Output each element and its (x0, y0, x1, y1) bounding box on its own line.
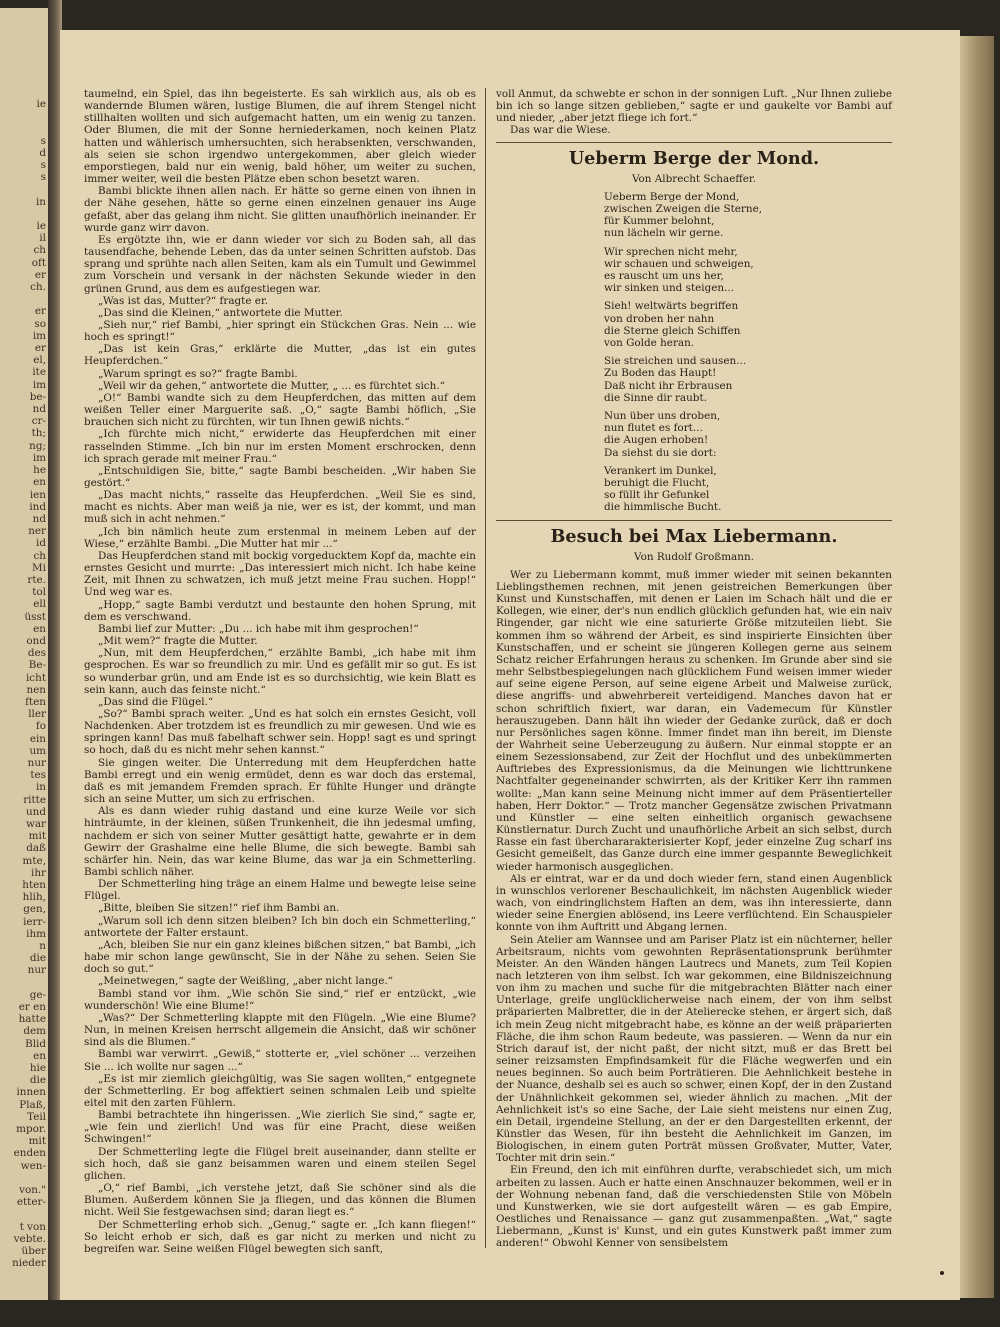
left-text-column (84, 88, 476, 1255)
article-body (496, 569, 892, 1250)
fragment-line: t von (19, 1220, 46, 1233)
poem-line: Daß nicht ihr Erbrausen (604, 379, 733, 392)
poem-line: zwischen Zweigen die Sterne, (604, 202, 763, 215)
paragraph: Der Schmetterling legte die Flügel breit auseinander, dann stellte er sich hoch, daß sie ganz beisammen waren und einem steilen Segel glichen. (84, 1145, 476, 1182)
fragment-line: über (21, 1245, 46, 1258)
poem-line: so füllt ihr Gefunkel (604, 489, 710, 502)
fragment-line: er (34, 268, 46, 281)
paragraph: Der Schmetterling erhob sich. „Genug,“ sagte er. „Ich kann fliegen!“ So leicht erhob er sich, daß es gar nicht zu merken und nicht zu begreifen war. Seine weißen Flügel bewegten sich sanft, (84, 1218, 476, 1255)
fragment-line: ierr- (23, 915, 46, 928)
fragment-line: daß (26, 842, 46, 855)
poem-line: Nun über uns droben, (604, 410, 721, 423)
fragment-line: nur (27, 756, 46, 769)
section-divider (496, 520, 892, 521)
poem-stanza (604, 355, 892, 404)
fragment-line: vebte. (13, 1232, 46, 1245)
fragment-line: mpor. (16, 1123, 46, 1136)
fragment-line: Mi (32, 561, 46, 574)
paragraph: Bambi war verwirrt. „Gewiß,“ stotterte er, „viel schöner ... verzeihen Sie ... ich wollte nur sagen ...“ (84, 1048, 476, 1073)
fragment-line: nd (32, 403, 46, 416)
paragraph: Wer zu Liebermann kommt, muß immer wieder mit seinen bekannten Lieblingsthemen rechnen, mit jenen geistreichen Bemerkungen über Kunst und Kunstschaffen, mit denen er Laien im Schach hält und die er Kollegen, wie einer, der's nun endlich glücklich gefunden hat, wie ein naiv Ringender, gar nicht wie eine saturierte Größe mitzuteilen liebt. Sie kommen ihm so während der Arbeit, es sind inspirierte Einsichten über Kunstschaffen, und er scheint sie jüngeren Kollegen gerne aus seinem Schatz reicher Erfahrungen heraus zu schenken. Im Grunde aber sind sie mehr Selbstbespiegelungen nach glücklichem Fund weisen immer wieder auf seine eigene Person, auf seine eigene Arbeit und Malweise zurück, diese angriffs- und abwehrbereit verteidigend. Manches davon hat er schon schriftlich fixiert, war daran, ein Vademecum für Künstler herauszugeben. Dann hält ihn wieder der Gedanke zurück, daß er doch nur Persönliches sagen könne. Immer findet man ihn bereit, im Dienste der Wahrheit seine Ueberzeugung zu äußern. Nur einmal stoppte er an einem Sezessionsabend, zur Zeit der Hochflut und des unbekümmerten Auftriebes des Expressionismus, da die Meinungen wie lichttrunkene Nachtfalter gegeneinander schwirrten, als der Kritiker Kerr ihn rammen wollte: „Man kann seine Meinung nicht immer auf dem Präsentierteller haben, Herr Doktor.“ — Trotz mancher Gegensätze zwischen Privatmann und Künstler — eine selten einheitlich organisch gewachsene Künstlernatur. Durch Zucht und unaufhörliche Arbeit an sich selbst, durch Rasse ein fast überchararakterisierter Kopf, jeder einzelne Zug scharf ins Gesicht gemeißelt, das Ganze durch eine immer gespannte Beweglichkeit wieder harmonisch ausgeglichen. (496, 568, 892, 873)
fragment-line (0, 122, 46, 134)
fragment-line: Teil (27, 1110, 46, 1123)
fragment-line (0, 208, 46, 220)
paragraph: Es ergötzte ihn, wie er dann wieder vor sich zu Boden sah, all das tausendfache, behende Leben, das da unter seinen Schritten aufstob. Das sprang und sprühte nach allen Seiten, kam als ein Tumult und Gewimmel zum Vorschein und versank in der nächsten Sekunde wieder in den grünen Grund, aus dem es aufgestiegen war. (84, 233, 476, 295)
right-text-column (496, 88, 892, 1250)
paragraph: „Meinetwegen,“ sagte der Weißling, „aber nicht lange.“ (98, 975, 393, 988)
poem-stanza (604, 191, 892, 240)
paragraph: Sie gingen weiter. Die Unterredung mit dem Heupferdchen hatte Bambi erregt und ein wenig ermüdet, denn es war doch das erstemal, daß es mit jemandem Fremden sprach. Er fühlte Hunger und drängte sich an seine Mutter, um sich zu erfrischen. (84, 756, 476, 806)
fragment-line: im (32, 378, 46, 391)
fragment-line: ien (29, 488, 46, 501)
fragment-line: mit (28, 1135, 46, 1148)
fragment-line: fo (35, 720, 46, 733)
poem-line: die Sterne gleich Schiffen (604, 324, 741, 337)
fragment-line: en (33, 1049, 46, 1062)
fragment-line: icht (25, 671, 46, 684)
fragment-line: en (33, 622, 46, 635)
poem-line: für Kummer belohnt, (604, 215, 715, 228)
poem-line: Sieh! weltwärts begriffen (604, 300, 739, 313)
fragment-line: ind (29, 500, 46, 513)
fragment-line: el, (33, 354, 46, 367)
page-stack-edge (960, 36, 994, 1298)
poem-line: die himmlische Bucht. (604, 501, 722, 514)
fragment-line: dem (23, 1025, 46, 1038)
fragment-line: nieder (12, 1257, 46, 1270)
poem-line: Wir sprechen nicht mehr, (604, 245, 738, 258)
poem-line: wir schauen und schweigen, (604, 257, 754, 270)
fragment-line: ein (29, 732, 46, 745)
paragraph: „Sieh nur,“ rief Bambi, „hier springt ein Stückchen Gras. Nein ... wie hoch es springt!“ (84, 318, 476, 344)
fragment-line: die (29, 1074, 46, 1087)
poem-line: wir sinken und steigen... (604, 282, 734, 295)
paragraph: „Hopp,“ sagte Bambi verdutzt und bestaunte den hohen Sprung, mit dem es verschwand. (84, 598, 476, 623)
fragment-line: n (39, 940, 46, 953)
fragment-line: mte, (22, 854, 46, 867)
story-continuation (496, 88, 892, 137)
poem-line: die Augen erhoben! (604, 434, 709, 447)
fragment-line: hie (29, 1062, 46, 1075)
paragraph: „Das ist kein Gras,“ erklärte die Mutter, „das ist ein gutes Heupferdchen.“ (84, 343, 476, 368)
paragraph: „So?“ Bambi sprach weiter. „Und es hat solch ein ernstes Gesicht, voll Nachdenken. Aber trotzdem ist es freundlich zu mir gewesen. Und wie es springen kann! Das muß fabelhaft schwer sein. Hopp! sagt es und springt so hoch, daß du es nicht mehr sehen kannst.“ (84, 707, 476, 757)
fragment-line: th; (31, 427, 46, 440)
poem-byline: Von Albrecht Schaeffer. (631, 172, 757, 185)
fragment-line: die (29, 952, 46, 965)
paragraph: „Was?“ Der Schmetterling klappte mit den Flügeln. „Wie eine Blume? Nun, in meinen Kreisen herrscht allgemein die Ansicht, daß wir schöner sind als die Blumen.“ (84, 1011, 476, 1049)
fragment-line: in (35, 781, 46, 794)
fragment-line: hatte (18, 1013, 46, 1026)
fragment-line: im (32, 329, 46, 342)
fragment-line: nen (26, 683, 46, 696)
fragment-line: Plaß, (19, 1098, 46, 1111)
poem-line: es rauscht um uns her, (604, 270, 724, 282)
fragment-line: üsst (24, 610, 46, 623)
fragment-line: ritte (23, 793, 46, 806)
paragraph: taumelnd, ein Spiel, das ihn begeisterte. Es sah wirklich aus, als ob es wandernde Blumen wären, lustige Blumen, die auf ihrem Stengel nicht stillhalten wollten und sich aufgemacht hatten, um ein wenig zu tanzen. Oder Blumen, die mit der Sonne herniederkamen, noch keinen Platz hatten und wählerisch umhersuchten, sich herabsenkten, verschwanden, als seien sie schon irgendwo untergekommen, aber gleich wieder emporstiegen, bald nur ein wenig, bald höher, um weiter zu suchen, immer weiter, weil die besten Plätze eben schon besetzt waren. (84, 88, 476, 186)
poem-line: Sie streichen und sausen... (604, 355, 747, 368)
fragment-line (0, 110, 46, 122)
paragraph: „Bitte, bleiben Sie sitzen!“ rief ihm Bambi an. (98, 902, 340, 915)
paragraph: „O,“ rief Bambi, „ich verstehe jetzt, daß Sie schöner sind als die Blumen. Außerdem können Sie ja fliegen, und das können die Blumen nicht. Weil Sie festgewachsen sind; daran liegt es.“ (84, 1182, 476, 1219)
fragment-line: innen (16, 1086, 46, 1099)
fragment-line: des (27, 647, 46, 660)
fragment-line: mit (28, 830, 46, 843)
poem-body (604, 191, 892, 514)
paragraph: „Warum soll ich denn sitzen bleiben? Ich bin doch ein Schmetterling,“ antwortete der Falter erstaunt. (84, 914, 476, 939)
column-divider (485, 88, 486, 1248)
fragment-line: etter- (16, 1196, 46, 1209)
fragment-line: er (34, 305, 46, 318)
fragment-line: um (29, 744, 46, 757)
fragment-line: nur (27, 964, 46, 977)
poem-stanza (604, 410, 892, 459)
fragment-line: s (40, 134, 46, 147)
poem-stanza (604, 465, 892, 514)
paragraph: „Warum springt es so?“ fragte Bambi. (98, 367, 298, 380)
fragment-line: cr- (31, 415, 46, 428)
fragment-line: ite (32, 366, 46, 379)
fragment-line: tes (30, 769, 46, 782)
fragment-line: tol (32, 586, 46, 599)
paragraph: Der Schmetterling hing träge an einem Halme und bewegte leise seine Flügel. (84, 878, 476, 903)
fragment-line: hlih, (22, 891, 46, 904)
paragraph: „Ich fürchte mich nicht,“ erwiderte das Heupferdchen mit einer rasselnden Stimme. „Ich bin nur im ersten Moment erschrocken, denn ich sprach gerade mit meiner Frau.“ (84, 428, 476, 465)
fragment-line: er (34, 342, 46, 355)
fragment-line: ie (36, 98, 46, 110)
fragment-line: ond (26, 634, 46, 647)
paragraph: Bambi blickte ihnen allen nach. Er hätte so gerne einen von ihnen in der Nähe gesehen, hätte so gerne einen einzelnen genauer ins Auge gefaßt, aber das gelang ihm nicht. Sie glitten unaufhörlich ineinander. Er wurde ganz wirr davon. (84, 185, 476, 234)
facing-page-edge (0, 8, 50, 1308)
fragment-line: so (34, 317, 46, 330)
paragraph: Sein Atelier am Wannsee und am Pariser Platz ist ein nüchterner, heller Arbeitsraum, nichts vom gewohnten Repräsentationsprunk berühmter Meister. An den Wänden hängen Lautrecs und Manets, zum Teil Kopien nach letzteren von ihm selbst. Ich war gekommen, eine Bildniszeichnung von ihm zu machen und suche für die mitgebrachten Blätter nach einer Unterlage, greife unglücklicherweise nach einem, der von ihm selbst präparierten Malbretter, die in der Atelierecke stehen, er ärgert sich, daß ich mein Zeug nicht mitgebracht habe, es könne an der weiß präparierten Fläche, die ihm schon Raum bedeute, was passieren. — Wenn da nur ein Strich darauf ist, der nicht paßt, der nicht sitzt, muß er das Brett bei seiner reizsamsten Empfindsamkeit für die Fläche wegwerfen und ein neues beginnen. So auch beim Porträtieren. Die Aehnlichkeit bestehe in der Nuance, deshalb sei es auch so schwer, einen Kopf, der in den Zustand der Unähnlichkeit gekommen sei, wieder ähnlich zu machen. „Mit der Aehnlichkeit ist's so eine Sache, der Laie sieht meistens nur einen Zug, ein Detail, irgendeine Stellung, an der er den Dargestellten erkennt, der Künstler das Wesen, für ihn besteht die Aehnlichkeit im Ganzen, im Biologischen, in einem guten Porträt müssen Großvater, Mutter, Vater, Tochter mit drin sein.“ (496, 933, 892, 1165)
poem-line: beruhigt die Flucht, (604, 477, 710, 490)
paragraph: voll Anmut, da schwebte er schon in der sonnigen Luft. „Nur Ihnen zuliebe bin ich so lange sitzen geblieben,“ sagte er und gaukelte vor Bambi auf und nieder, „aber jetzt fliege ich fort.“ (496, 88, 892, 125)
fragment-line: Blid (25, 1037, 46, 1050)
facing-page-text-fragments (0, 98, 48, 1270)
fragment-line: s (40, 171, 46, 184)
poem-title: Ueberm Berge der Mond. (568, 147, 820, 169)
fragment-line: Be- (28, 659, 46, 672)
fragment-line: ge- (29, 988, 46, 1001)
section-divider (496, 142, 892, 143)
fragment-line (0, 1208, 46, 1220)
fragment-line: d (39, 146, 46, 159)
poem-line: nun lächeln wir gerne. (604, 227, 724, 240)
paragraph: Ein Freund, den ich mit einführen durfte, verabschiedet sich, um mich arbeiten zu lassen. Auch er hatte einen Anschnauzer bekommen, weil er in der Wohnung nebenan fand, daß die verschiedensten Stile von Möbeln und Kunstwerken, wie sie dort aufgestellt wären — es gab Empire, Oestliches und Renaissance — ganz gut zusammenpaßten. „Wat,“ sagte Liebermann, „Kunst is' Kunst, und ein gutes Kunstwerk paßt immer zum anderen!“ Obwohl Kenner von sensibelstem (496, 1164, 892, 1250)
paragraph: „Entschuldigen Sie, bitte,“ sagte Bambi bescheiden. „Wir haben Sie gestört.“ (84, 464, 476, 489)
fragment-line: ie (36, 220, 46, 233)
poem-stanza (604, 246, 892, 295)
paragraph: „Ach, bleiben Sie nur ein ganz kleines bißchen sitzen,“ bat Bambi, „ich habe mir schon lange gewünscht, Sie in der Nähe zu sehen. Seien Sie doch so gut.“ (84, 938, 476, 976)
paragraph: „Ich bin nämlich heute zum erstenmal in meinem Leben auf der Wiese,“ erzählte Bambi. „Die Mutter hat mir ...“ (84, 525, 476, 550)
poem-line: Ueberm Berge der Mond, (604, 190, 740, 203)
fragment-line: er en (18, 1001, 46, 1014)
fragment-line: ch. (30, 281, 46, 294)
paragraph: „Mit wem?“ fragte die Mutter. (98, 635, 258, 648)
fragment-line: nd (32, 512, 46, 525)
paragraph: „Weil wir da gehen,“ antwortete die Mutter, „ ... es fürchtet sich.“ (98, 379, 445, 392)
fragment-line: enden (13, 1147, 46, 1160)
poem-line: von Golde heran. (604, 337, 695, 350)
paragraph: Bambi lief zur Mutter: „Du ... ich habe mit ihm gesprochen!“ (98, 622, 419, 635)
paragraph: Bambi stand vor ihm. „Wie schön Sie sind,“ rief er entzückt, „wie wunderschön! Wie eine Blume!“ (84, 987, 476, 1012)
fragment-line: gen, (23, 903, 46, 916)
fragment-line (0, 183, 46, 195)
fragment-line (0, 1172, 46, 1184)
fragment-line: wen- (20, 1159, 46, 1172)
poem-stanza (604, 300, 892, 349)
ink-spot (940, 1271, 944, 1275)
paragraph: Das war die Wiese. (510, 124, 611, 137)
fragment-line: in (35, 195, 46, 208)
fragment-line: id (36, 537, 46, 550)
fragment-line: ller (28, 708, 46, 721)
fragment-line: rte. (27, 573, 46, 586)
background-band (0, 1300, 1000, 1327)
fragment-line: be- (29, 390, 46, 403)
fragment-line (0, 977, 46, 989)
fragment-line: en (33, 476, 46, 489)
fragment-line: ch (33, 549, 46, 562)
poem-line: nun flutet es fort... (604, 422, 703, 435)
fragment-line: war (25, 817, 46, 830)
fragment-line: oft (31, 256, 46, 269)
article-title: Besuch bei Max Liebermann. (550, 525, 838, 547)
fragment-line: ihr (31, 866, 46, 879)
poem-line: von droben her nahn (604, 312, 715, 325)
fragment-line: ell (33, 598, 46, 611)
fragment-line: ch (33, 244, 46, 257)
poem-line: Da siehst du sie dort: (604, 446, 717, 459)
paragraph: Bambi betrachtete ihn hingerissen. „Wie zierlich Sie sind,“ sagte er, „wie fein und zierlich! Und was für eine Pracht, diese weißen Schwingen!“ (84, 1109, 476, 1146)
poem-line: die Sinne dir raubt. (604, 391, 707, 404)
fragment-line: im (32, 451, 46, 464)
paragraph: „Das sind die Flügel.“ (98, 695, 214, 708)
fragment-line: ften (25, 695, 46, 708)
fragment-line: ng; (29, 439, 46, 452)
fragment-line: he (33, 464, 46, 477)
fragment-line: s (40, 159, 46, 172)
fragment-line: hten (22, 879, 46, 891)
paragraph: „O!“ Bambi wandte sich zu dem Heupferdchen, das mitten auf dem weißen Teller einer Marguerite saß. „O,“ sagte Bambi höflich, „Sie brauchen sich nicht zu fürchten, wir tun Ihnen gewiß nichts.“ (84, 391, 476, 429)
paragraph: „Was ist das, Mutter?“ fragte er. (98, 294, 269, 307)
article-byline: Von Rudolf Großmann. (634, 550, 754, 563)
paragraph: „Das sind die Kleinen,“ antwortete die Mutter. (98, 306, 343, 319)
paragraph: Das Heupferdchen stand mit bockig vorgeducktem Kopf da, machte ein ernstes Gesicht und murrte: „Das interessiert mich nicht. Ich habe keine Zeit, mit Ihnen zu schwatzen, ich muß jetzt meine Frau suchen. Hopp!“ Und weg war es. (84, 549, 476, 599)
paragraph: „Das macht nichts,“ rasselte das Heupferdchen. „Weil Sie es sind, macht es nichts. Aber man weiß ja nie, wer es ist, der kommt, und man muß sich in acht nehmen.“ (84, 489, 476, 526)
paragraph: Als es dann wieder ruhig dastand und eine kurze Weile vor sich hinträumte, in der kleinen, süßen Trunkenheit, die ihn jedesmal umfing, nachdem er sich von seiner Mutter gesättigt hatte, gewahrte er in dem Gewirr der Grashalme eine helle Blume, die sich bewegte. Bambi sah schärfer hin. Nein, das war keine Blume, das war ja ein Schmetterling. Bambi schlich näher. (84, 805, 476, 878)
fragment-line: ner (28, 525, 46, 538)
poem-line: Zu Boden das Haupt! (604, 367, 717, 380)
paragraph: „Nun, mit dem Heupferdchen,“ erzählte Bambi, „ich habe mit ihm gesprochen. Es war so freundlich zu mir. Und es gefällt mir so gut. Es ist so wunderbar grün, und am Ende ist es so durchsichtig, wie kein Blatt es sein kann, auch das feinste nicht.“ (84, 647, 476, 696)
paragraph: Als er eintrat, war er da und doch wieder fern, stand einen Augenblick in wunschlos verlorener Beschaulichkeit, im nächsten Augenblick wieder wach, von eindringlichstem Haften an dem, was ihn interessierte, dann wieder seine Energien ablösend, ins Leere verflüchtend. Ein Schauspieler konnte von ihm Auftritt und Abgang lernen. (496, 872, 892, 934)
fragment-line (0, 293, 46, 305)
fragment-line: ihm (26, 927, 46, 940)
fragment-line: und (25, 805, 46, 818)
fragment-line: von." (19, 1184, 46, 1197)
fragment-line: il (39, 232, 46, 245)
poem-line: Verankert im Dunkel, (604, 464, 717, 477)
paragraph: „Es ist mir ziemlich gleichgültig, was Sie sagen wollten,“ entgegnete der Schmetterling. Er bog affektiert seinen schmalen Leib und spielte eitel mit den zarten Fühlern. (84, 1072, 476, 1109)
